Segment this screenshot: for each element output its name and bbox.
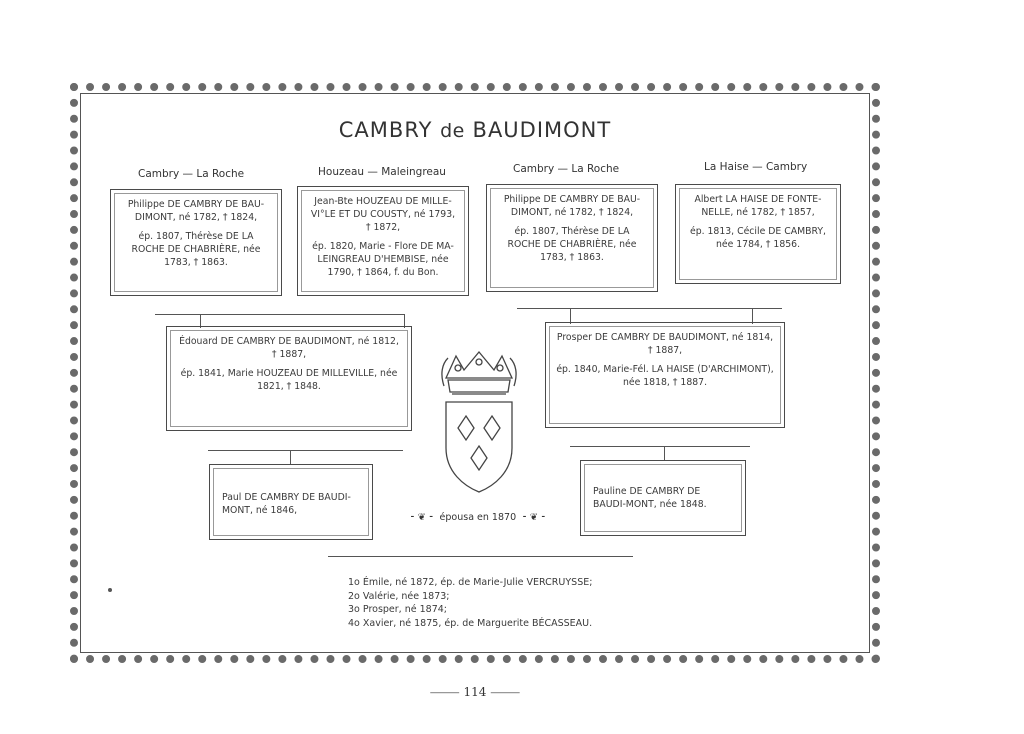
list-item: 3o Prosper, né 1874; xyxy=(348,604,447,615)
title-name: BAUDIMONT xyxy=(472,118,612,142)
ancestor-box-2 xyxy=(297,186,469,296)
person-text: Paul DE CAMBRY DE BAUDI-MONT, né 1846, xyxy=(222,492,351,516)
spouse-text: ép. 1807, Thérèse DE LA ROCHE DE CHABRIÈRE, née 1783, † 1863. xyxy=(131,231,261,268)
connector-line xyxy=(517,308,782,309)
marriage-note xyxy=(410,512,546,523)
couple-header-4: La Haise — Cambry xyxy=(704,161,808,173)
connector-drop xyxy=(290,450,291,464)
person-text: Albert LA HAISE DE FONTE-NELLE, né 1782, † 1857, xyxy=(694,194,822,218)
spouse-text: ép. 1813, Cécile DE CAMBRY, née 1784, † 1856. xyxy=(689,226,826,250)
person-text: Philippe DE CAMBRY DE BAU-DIMONT, né 1782, † 1824, xyxy=(127,199,265,223)
marriage-note-text: épousa en 1870 xyxy=(439,512,517,523)
parent-box-1 xyxy=(166,326,412,431)
spouse-text: ép. 1820, Marie - Flore DE MA-LEINGREAU D'HEMBISE, née 1790, † 1864, f. du Bon. xyxy=(312,241,454,278)
ink-speck xyxy=(108,588,112,592)
child-box-2 xyxy=(580,460,746,536)
person-text: Jean-Bte HOUZEAU DE MILLE-VI°LE ET DU COUSTY, né 1793, † 1872, xyxy=(310,196,456,233)
list-item: 2o Valérie, née 1873; xyxy=(348,590,450,602)
page-number xyxy=(0,683,950,700)
person-text: Édouard DE CAMBRY DE BAUDIMONT, né 1812, † 1887, xyxy=(179,336,399,360)
connector-line xyxy=(155,314,405,315)
connector-line xyxy=(570,446,750,447)
ancestor-box-1 xyxy=(110,189,282,296)
page-title xyxy=(0,118,950,142)
list-item: 1o Émile, né 1872, ép. de Marie-Julie VERCRUYSSE; xyxy=(348,577,593,588)
ancestor-box-3 xyxy=(486,184,658,292)
ornament-left-icon: ⁃ ❦ ⁃ xyxy=(410,512,434,523)
person-text: Philippe DE CAMBRY DE BAU-DIMONT, né 1782, † 1824, xyxy=(503,194,641,218)
connector-drop xyxy=(664,446,665,460)
page-number-text: 114 xyxy=(463,685,487,699)
title-particle: de xyxy=(440,120,465,142)
ancestor-box-4 xyxy=(675,184,841,284)
ornament-right-icon: ⁃ ❦ ⁃ xyxy=(522,512,546,523)
couple-header-2: Houzeau — Maleingreau xyxy=(318,166,446,178)
spouse-text: ép. 1807, Thérèse DE LA ROCHE DE CHABRIÈRE, née 1783, † 1863. xyxy=(507,226,637,263)
person-text: Pauline DE CAMBRY DE BAUDI-MONT, née 1848. xyxy=(593,486,707,510)
descendants-line xyxy=(328,556,633,557)
couple-header-1: Cambry — La Roche xyxy=(138,168,245,180)
child-box-1 xyxy=(209,464,373,540)
ornament-icon: ⸻ xyxy=(490,685,521,699)
children-list xyxy=(348,576,592,630)
title-main: CAMBRY xyxy=(338,118,433,142)
connector-line xyxy=(208,450,403,451)
spouse-text: ép. 1840, Marie-Fél. LA HAISE (D'ARCHIMONT), née 1818, † 1887. xyxy=(556,364,774,388)
couple-header-3: Cambry — La Roche xyxy=(513,163,620,175)
list-item: 4o Xavier, né 1875, ép. de Marguerite BÉCASSEAU. xyxy=(348,617,593,629)
parent-box-2 xyxy=(545,322,785,428)
spouse-text: ép. 1841, Marie HOUZEAU DE MILLEVILLE, née 1821, † 1848. xyxy=(180,368,398,392)
coat-of-arms-icon xyxy=(438,350,520,495)
ornament-icon: ⸻ xyxy=(429,685,464,699)
person-text: Prosper DE CAMBRY DE BAUDIMONT, né 1814, † 1887, xyxy=(556,332,774,356)
